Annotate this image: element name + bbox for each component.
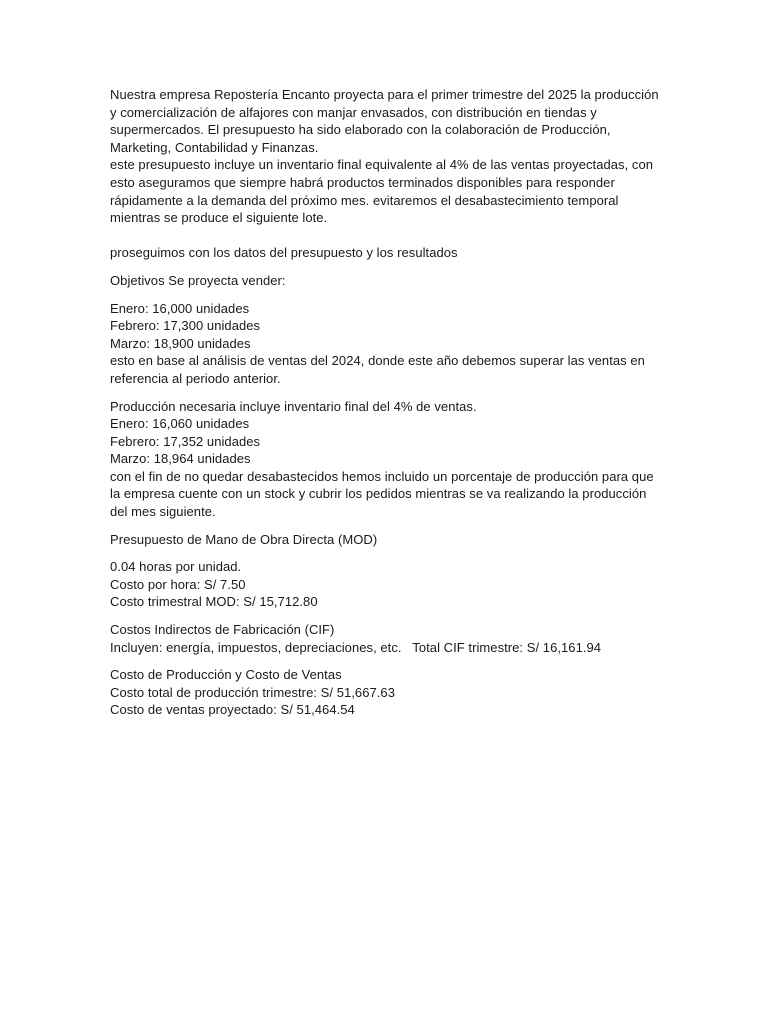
production-line: Enero: 16,060 unidades [110, 416, 250, 432]
cif-line: Incluyen: energía, impuestos, depreciaciones, etc. Total CIF trimestre: S/ 16,161.94 [110, 639, 602, 655]
sales-line: Marzo: 18,900 unidades [110, 335, 251, 351]
intro-line: Marketing, Contabilidad y Finanzas. [110, 139, 319, 155]
intro-line: y comercialización de alfajores con manjar envasados, con distribución en tiendas y [110, 104, 597, 120]
sales-line: esto en base al análisis de ventas del 2024, donde este año debemos superar las ventas en [110, 353, 645, 369]
continue-text: proseguimos con los datos del presupuesto y los resultados [110, 245, 458, 261]
intro-line: Nuestra empresa Repostería Encanto proyecta para el primer trimestre del 2025 la producción [110, 87, 659, 102]
production-line: Producción necesaria incluye inventario final del 4% de ventas. [110, 398, 477, 414]
sales-paragraph [110, 300, 666, 388]
intro-line: esto aseguramos que siempre habrá productos terminados disponibles para responder [110, 174, 615, 190]
blank-line [110, 227, 666, 245]
mod-line: 0.04 horas por unidad. [110, 559, 242, 575]
mod-title: Presupuesto de Mano de Obra Directa (MOD) [110, 531, 378, 547]
intro-line: rápidamente a la demanda del próximo mes. evitaremos el desabastecimiento temporal [110, 192, 619, 208]
mod-line: Costo por hora: S/ 7.50 [110, 576, 246, 592]
production-line: la empresa cuente con un stock y cubrir los pedidos mientras se va realizando la producción [110, 486, 647, 502]
intro-line: mientras se produce el siguiente lote. [110, 210, 328, 226]
intro-paragraph [110, 86, 666, 227]
cif-paragraph [110, 621, 666, 656]
production-paragraph [110, 398, 666, 521]
cif-line: Costos Indirectos de Fabricación (CIF) [110, 622, 335, 638]
sales-line: Enero: 16,000 unidades [110, 300, 250, 316]
costs-line: Costo de ventas proyectado: S/ 51,464.54 [110, 702, 355, 718]
costs-line: Costo de Producción y Costo de Ventas [110, 667, 342, 683]
sales-line: Febrero: 17,300 unidades [110, 318, 261, 334]
sales-line: referencia al periodo anterior. [110, 370, 281, 386]
production-line: del mes siguiente. [110, 504, 216, 520]
objectives-title: Objetivos Se proyecta vender: [110, 272, 286, 288]
mod-paragraph [110, 558, 666, 611]
production-line: Febrero: 17,352 unidades [110, 433, 261, 449]
production-line: Marzo: 18,964 unidades [110, 451, 251, 467]
mod-line: Costo trimestral MOD: S/ 15,712.80 [110, 594, 318, 610]
costs-line: Costo total de producción trimestre: S/ 51,667.63 [110, 684, 395, 700]
intro-line: supermercados. El presupuesto ha sido elaborado con la colaboración de Producción, [110, 122, 611, 138]
intro-line: este presupuesto incluye un inventario final equivalente al 4% de las ventas proyectadas, con [110, 157, 654, 173]
production-line: con el fin de no quedar desabastecidos hemos incluido un porcentaje de producción para que [110, 468, 654, 484]
costs-paragraph [110, 666, 666, 719]
document-page [110, 86, 666, 729]
